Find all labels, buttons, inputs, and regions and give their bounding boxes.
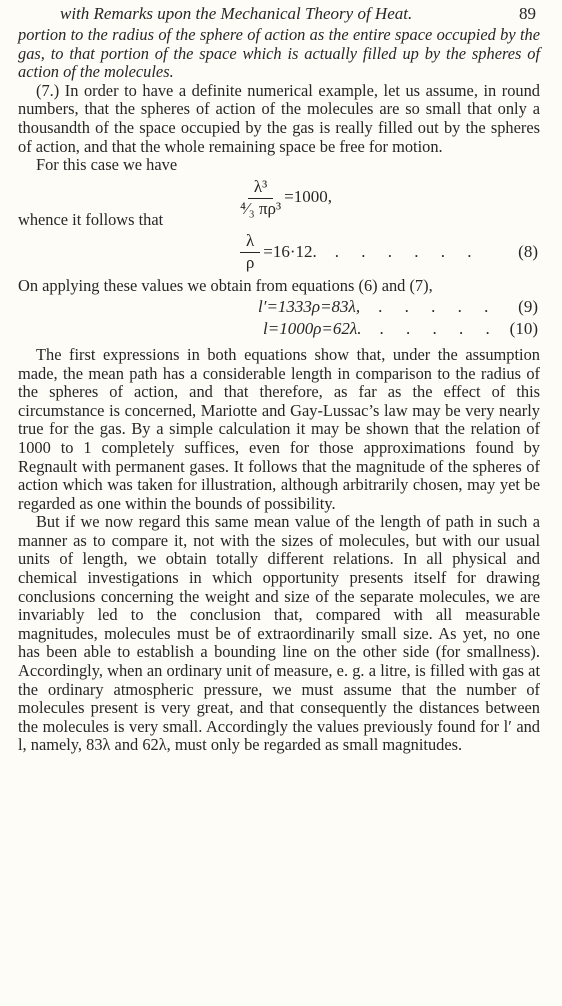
paragraph-applying: On applying these values we obtain from equations (6) and (7), [18, 276, 433, 296]
equation-10-text: l=1000ρ=62λ. [263, 318, 362, 338]
equation-9-number: (9) [518, 296, 538, 316]
equation-8-number: (8) [518, 242, 538, 262]
equation-10-number: (10) [509, 318, 538, 338]
equation-8-denominator: ρ [245, 253, 255, 273]
equation-9-text: l′=1333ρ=83λ, [258, 296, 361, 316]
page-number: 89 [519, 4, 536, 23]
paragraph-but-if: But if we now regard this same mean value of the length of path in such a manner as to compare it, not with the sizes of molecules, but with our usual units of length, we obtain totally different relations. In all physical and chemical investigations in which opportunity presents itself for drawing conclusions concerning the weight and size of the separate molecules, we are invariably led to the conclusion that, compared with all measurable magnitudes, molecules must be of extraordinarily small size. As yet, no one has been able to establish a bounding line on the other side (for smallness). Accordingly, when an ordinary unit of measure, e. g. a litre, is filled with gas at the ordinary atmospheric pressure, we must assume that the number of molecules present is very great, and that consequently the distances between the molecules is very small. Accordingly the values previously found for l′ and l, namely, 83λ and 62λ, must only be regarded as small magnitudes. [18, 512, 540, 755]
paragraph-for-case: For this case we have [36, 155, 178, 175]
running-header [18, 4, 540, 26]
equation-9 [18, 296, 540, 318]
equation-1-rhs: =1000, [284, 187, 332, 207]
paragraph-7: (7.) In order to have a definite numerical example, let us assume, in round numbers, that the spheres of action of the molecules are so small that only a thousandth of the space occupied by the gas is really filled out by the spheres of action, and that the whole remaining space be free for motion. [18, 80, 540, 156]
equation-8-numerator: λ [240, 231, 260, 253]
paragraph-whence: whence it follows that [18, 209, 164, 229]
equation-10-dots: . . . . . [379, 318, 499, 338]
equation-8 [18, 231, 540, 273]
equation-9-dots: . . . . . [378, 296, 498, 316]
equation-10 [18, 318, 540, 340]
equation-1-fraction [240, 177, 281, 219]
paragraph-continuation: portion to the radius of the sphere of action as the entire space occupied by the gas, to that portion of the space which is actually filled up by the spheres of action of the molecules. [18, 25, 540, 82]
equation-8-fraction [240, 231, 260, 273]
equation-1-numerator: λ³ [248, 177, 273, 199]
paragraph-first-expressions: The first expressions in both equations show that, under the assumption made, the mean path has a considerable length in comparison to the radius of the spheres of action, and that therefore, as far as the effect of this circumstance is concerned, Mariotte and Gay-Lussac’s law may be very nearly true for the gas. By a simple calculation it may be shown that the relation of 1000 to 1 completely suffices, even for those approximations found by Regnault with permanent gases. It follows that the magnitude of the spheres of action which was taken for illustration, although arbitrarily chosen, may yet be regarded as one within the bounds of possibility. [18, 344, 540, 513]
equation-8-rhs: =16·12. [263, 242, 317, 262]
running-title: with Remarks upon the Mechanical Theory of Heat. [60, 4, 413, 23]
page-body [18, 26, 540, 755]
equation-1-denominator: ⁴⁄₃ πρ³ [240, 198, 282, 218]
equation-8-dots: . . . . . . [334, 242, 481, 262]
